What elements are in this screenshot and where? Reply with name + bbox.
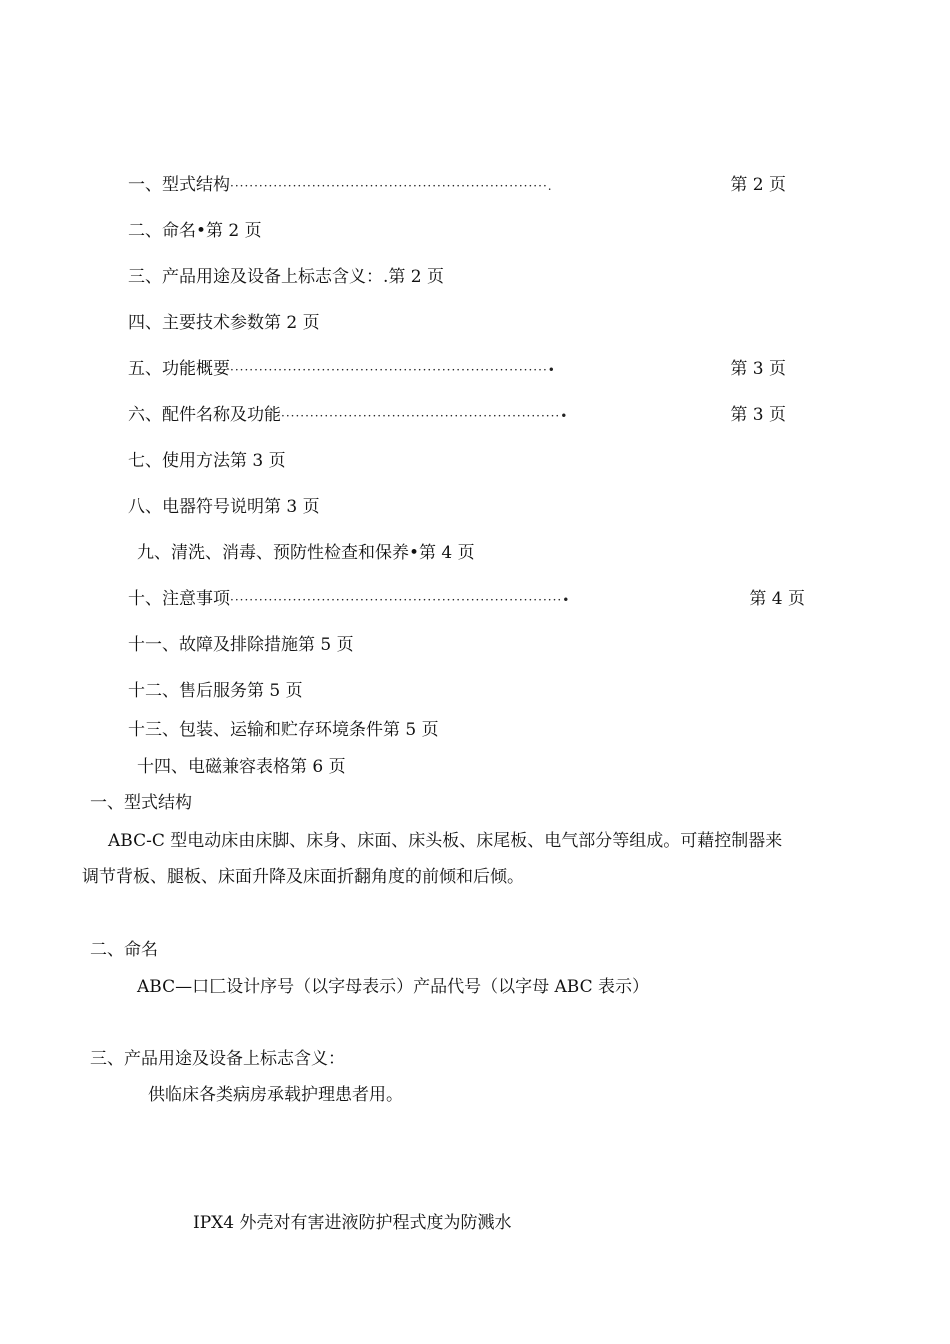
toc-title: 十二、售后服务 xyxy=(128,681,247,701)
toc-entry-4[interactable] xyxy=(128,312,320,334)
section-heading-naming: 二、命名 xyxy=(90,940,158,960)
toc-entry-3[interactable] xyxy=(128,266,444,288)
section-body-naming: ABC—口匚设计序号（以字母表示）产品代号（以字母 ABC 表示） xyxy=(137,977,649,997)
toc-entry-7[interactable] xyxy=(128,450,286,472)
toc-leader: ··································································• xyxy=(230,363,556,377)
toc-entry-13[interactable] xyxy=(128,719,439,741)
toc-entry-11[interactable] xyxy=(128,634,354,656)
toc-page-number: 第 3 页 xyxy=(264,497,320,517)
section-heading-usage: 三、产品用途及设备上标志含义： xyxy=(90,1049,345,1069)
toc-title: 六、配件名称及功能 xyxy=(128,405,281,425)
toc-entry-10[interactable] xyxy=(128,588,805,610)
toc-page-number: 第 5 页 xyxy=(383,720,439,740)
section-body-structure-line-2: 调节背板、腿板、床面升降及床面折翻角度的前倾和后倾。 xyxy=(82,867,524,887)
section-heading-structure: 一、型式结构 xyxy=(90,793,192,813)
toc-page-number: 第 2 页 xyxy=(206,221,262,241)
toc-entry-6[interactable] xyxy=(128,404,786,426)
toc-page-number: 第 5 页 xyxy=(298,635,354,655)
toc-page-number: 第 6 页 xyxy=(290,757,346,777)
toc-title: 十三、包装、运输和贮存环境条件 xyxy=(128,720,383,740)
toc-title: 九、清洗、消毒、预防性检查和保养 xyxy=(137,543,409,563)
toc-title: 一、型式结构 xyxy=(128,175,230,195)
toc-separator: • xyxy=(409,543,420,563)
toc-title: 十、注意事项 xyxy=(128,589,230,609)
toc-entry-9[interactable] xyxy=(137,542,475,564)
toc-entry-5[interactable] xyxy=(128,358,786,380)
toc-entry-8[interactable] xyxy=(128,496,320,518)
toc-leader: ·····································································• xyxy=(230,593,571,607)
section-body-usage: 供临床各类病房承载护理患者用。 xyxy=(148,1085,403,1105)
toc-title: 五、功能概要 xyxy=(128,359,230,379)
toc-entry-1[interactable] xyxy=(128,174,786,196)
toc-separator: • xyxy=(196,221,207,241)
toc-page-number: 第 5 页 xyxy=(247,681,303,701)
toc-page-number: 第 4 页 xyxy=(419,543,475,563)
toc-title: 八、电器符号说明 xyxy=(128,497,264,517)
toc-title: 十四、电磁兼容表格 xyxy=(137,757,290,777)
toc-page-number: 第 4 页 xyxy=(749,589,805,609)
toc-page-number: 第 3 页 xyxy=(730,359,786,379)
toc-entry-12[interactable] xyxy=(128,680,303,702)
toc-title: 三、产品用途及设备上标志含义： xyxy=(128,267,383,287)
toc-separator: . xyxy=(383,267,389,287)
toc-leader: ··························································• xyxy=(281,409,569,423)
toc-title: 十一、故障及排除措施 xyxy=(128,635,298,655)
section-body-structure-line-1: ABC-C 型电动床由床脚、床身、床面、床头板、床尾板、电气部分等组成。可藉控制器来 xyxy=(108,831,783,851)
toc-page-number: 第 2 页 xyxy=(264,313,320,333)
toc-title: 四、主要技术参数 xyxy=(128,313,264,333)
ipx4-note: IPX4 外壳对有害进液防护程式度为防溅水 xyxy=(193,1213,512,1233)
toc-page-number: 第 3 页 xyxy=(730,405,786,425)
toc-title: 七、使用方法 xyxy=(128,451,230,471)
toc-page-number: 第 2 页 xyxy=(730,175,786,195)
toc-page-number: 第 2 页 xyxy=(388,267,445,287)
toc-page-number: 第 3 页 xyxy=(230,451,286,471)
toc-entry-14[interactable] xyxy=(137,756,346,778)
toc-leader: ··································································. xyxy=(230,179,553,193)
toc-title: 二、命名 xyxy=(128,221,196,241)
toc-entry-2[interactable] xyxy=(128,220,262,242)
